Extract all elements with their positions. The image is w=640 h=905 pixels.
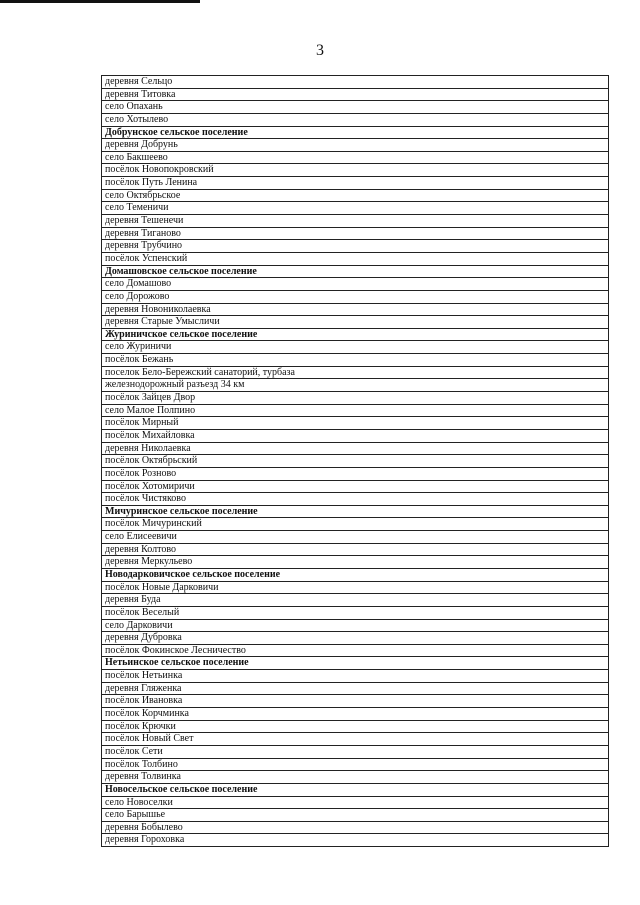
settlement-row: деревня Колтово [102,544,608,557]
settlement-row: посёлок Новый Свет [102,733,608,746]
settlement-row: посёлок Мирный [102,417,608,430]
settlement-row: село Елисеевичи [102,531,608,544]
top-rule [0,0,200,3]
settlement-row: деревня Дубровка [102,632,608,645]
settlement-row: село Октябрьское [102,190,608,203]
settlement-row: деревня Гляженка [102,683,608,696]
settlement-row: посёлок Корчминка [102,708,608,721]
settlement-row: деревня Тиганово [102,228,608,241]
settlement-row: деревня Гороховка [102,834,608,847]
settlement-row: деревня Новониколаевка [102,304,608,317]
settlement-group-header: Новосельское сельское поселение [102,784,608,797]
settlement-row: село Малое Полпино [102,405,608,418]
settlement-row: посёлок Веселый [102,607,608,620]
settlement-row: деревня Бобылево [102,822,608,835]
settlement-row: деревня Трубчино [102,240,608,253]
settlement-row: посёлок Хотомиричи [102,481,608,494]
settlement-row: село Дорожово [102,291,608,304]
settlement-row: село Теменичи [102,202,608,215]
settlement-row: деревня Старые Умысличи [102,316,608,329]
settlement-row: деревня Меркульево [102,556,608,569]
page-number: 3 [316,42,324,59]
settlement-row: село Домашово [102,278,608,291]
settlement-row: село Хотылево [102,114,608,127]
settlement-row: железнодорожный разъезд 34 км [102,379,608,392]
settlement-row: деревня Сельцо [102,76,608,89]
settlement-row: село Бакшеево [102,152,608,165]
settlement-row: село Барышье [102,809,608,822]
settlement-row: деревня Буда [102,594,608,607]
settlement-row: посёлок Путь Ленина [102,177,608,190]
settlement-row: посёлок Чистяково [102,493,608,506]
settlement-row: посёлок Зайцев Двор [102,392,608,405]
settlement-row: посёлок Фокинское Лесничество [102,645,608,658]
settlement-row: посёлок Толбино [102,759,608,772]
settlement-row: деревня Николаевка [102,443,608,456]
settlement-group-header: Добрунское сельское поселение [102,127,608,140]
settlement-row: село Журиничи [102,341,608,354]
settlement-row: посёлок Рознов​о [102,468,608,481]
settlement-row: посёлок Ивановка [102,695,608,708]
settlement-table [101,75,609,847]
settlement-row: посёлок Новопокровский [102,164,608,177]
settlement-row: посёлок Мичуринский [102,518,608,531]
settlement-row: посёлок Новые Дарковичи [102,582,608,595]
settlement-group-header: Новодарковичское сельское поселение [102,569,608,582]
settlement-group-header: Нетьинское сельское поселение [102,657,608,670]
settlement-row: поселок Бело-Бережский санаторий, турбаза [102,367,608,380]
settlement-row: село Опахань [102,101,608,114]
settlement-row: посёлок Крючки [102,721,608,734]
settlement-row: посёлок Михайловка [102,430,608,443]
settlement-row: посёлок Успенский [102,253,608,266]
settlement-row: посёлок Нетьинка [102,670,608,683]
settlement-row: деревня Тешенечи [102,215,608,228]
settlement-row: посёлок Бежань [102,354,608,367]
settlement-row: деревня Толвинка [102,771,608,784]
settlement-row: деревня Добрунь [102,139,608,152]
settlement-group-header: Журиничское сельское поселение [102,329,608,342]
settlement-row: посёлок Сети [102,746,608,759]
settlement-row: посёлок Октябрьский [102,455,608,468]
settlement-row: село Новоселки [102,797,608,810]
settlement-group-header: Мичуринское сельское поселение [102,506,608,519]
settlement-group-header: Домашовское сельское поселение [102,266,608,279]
settlement-row: село Дарковичи [102,620,608,633]
settlement-row: деревня Титовка [102,89,608,102]
